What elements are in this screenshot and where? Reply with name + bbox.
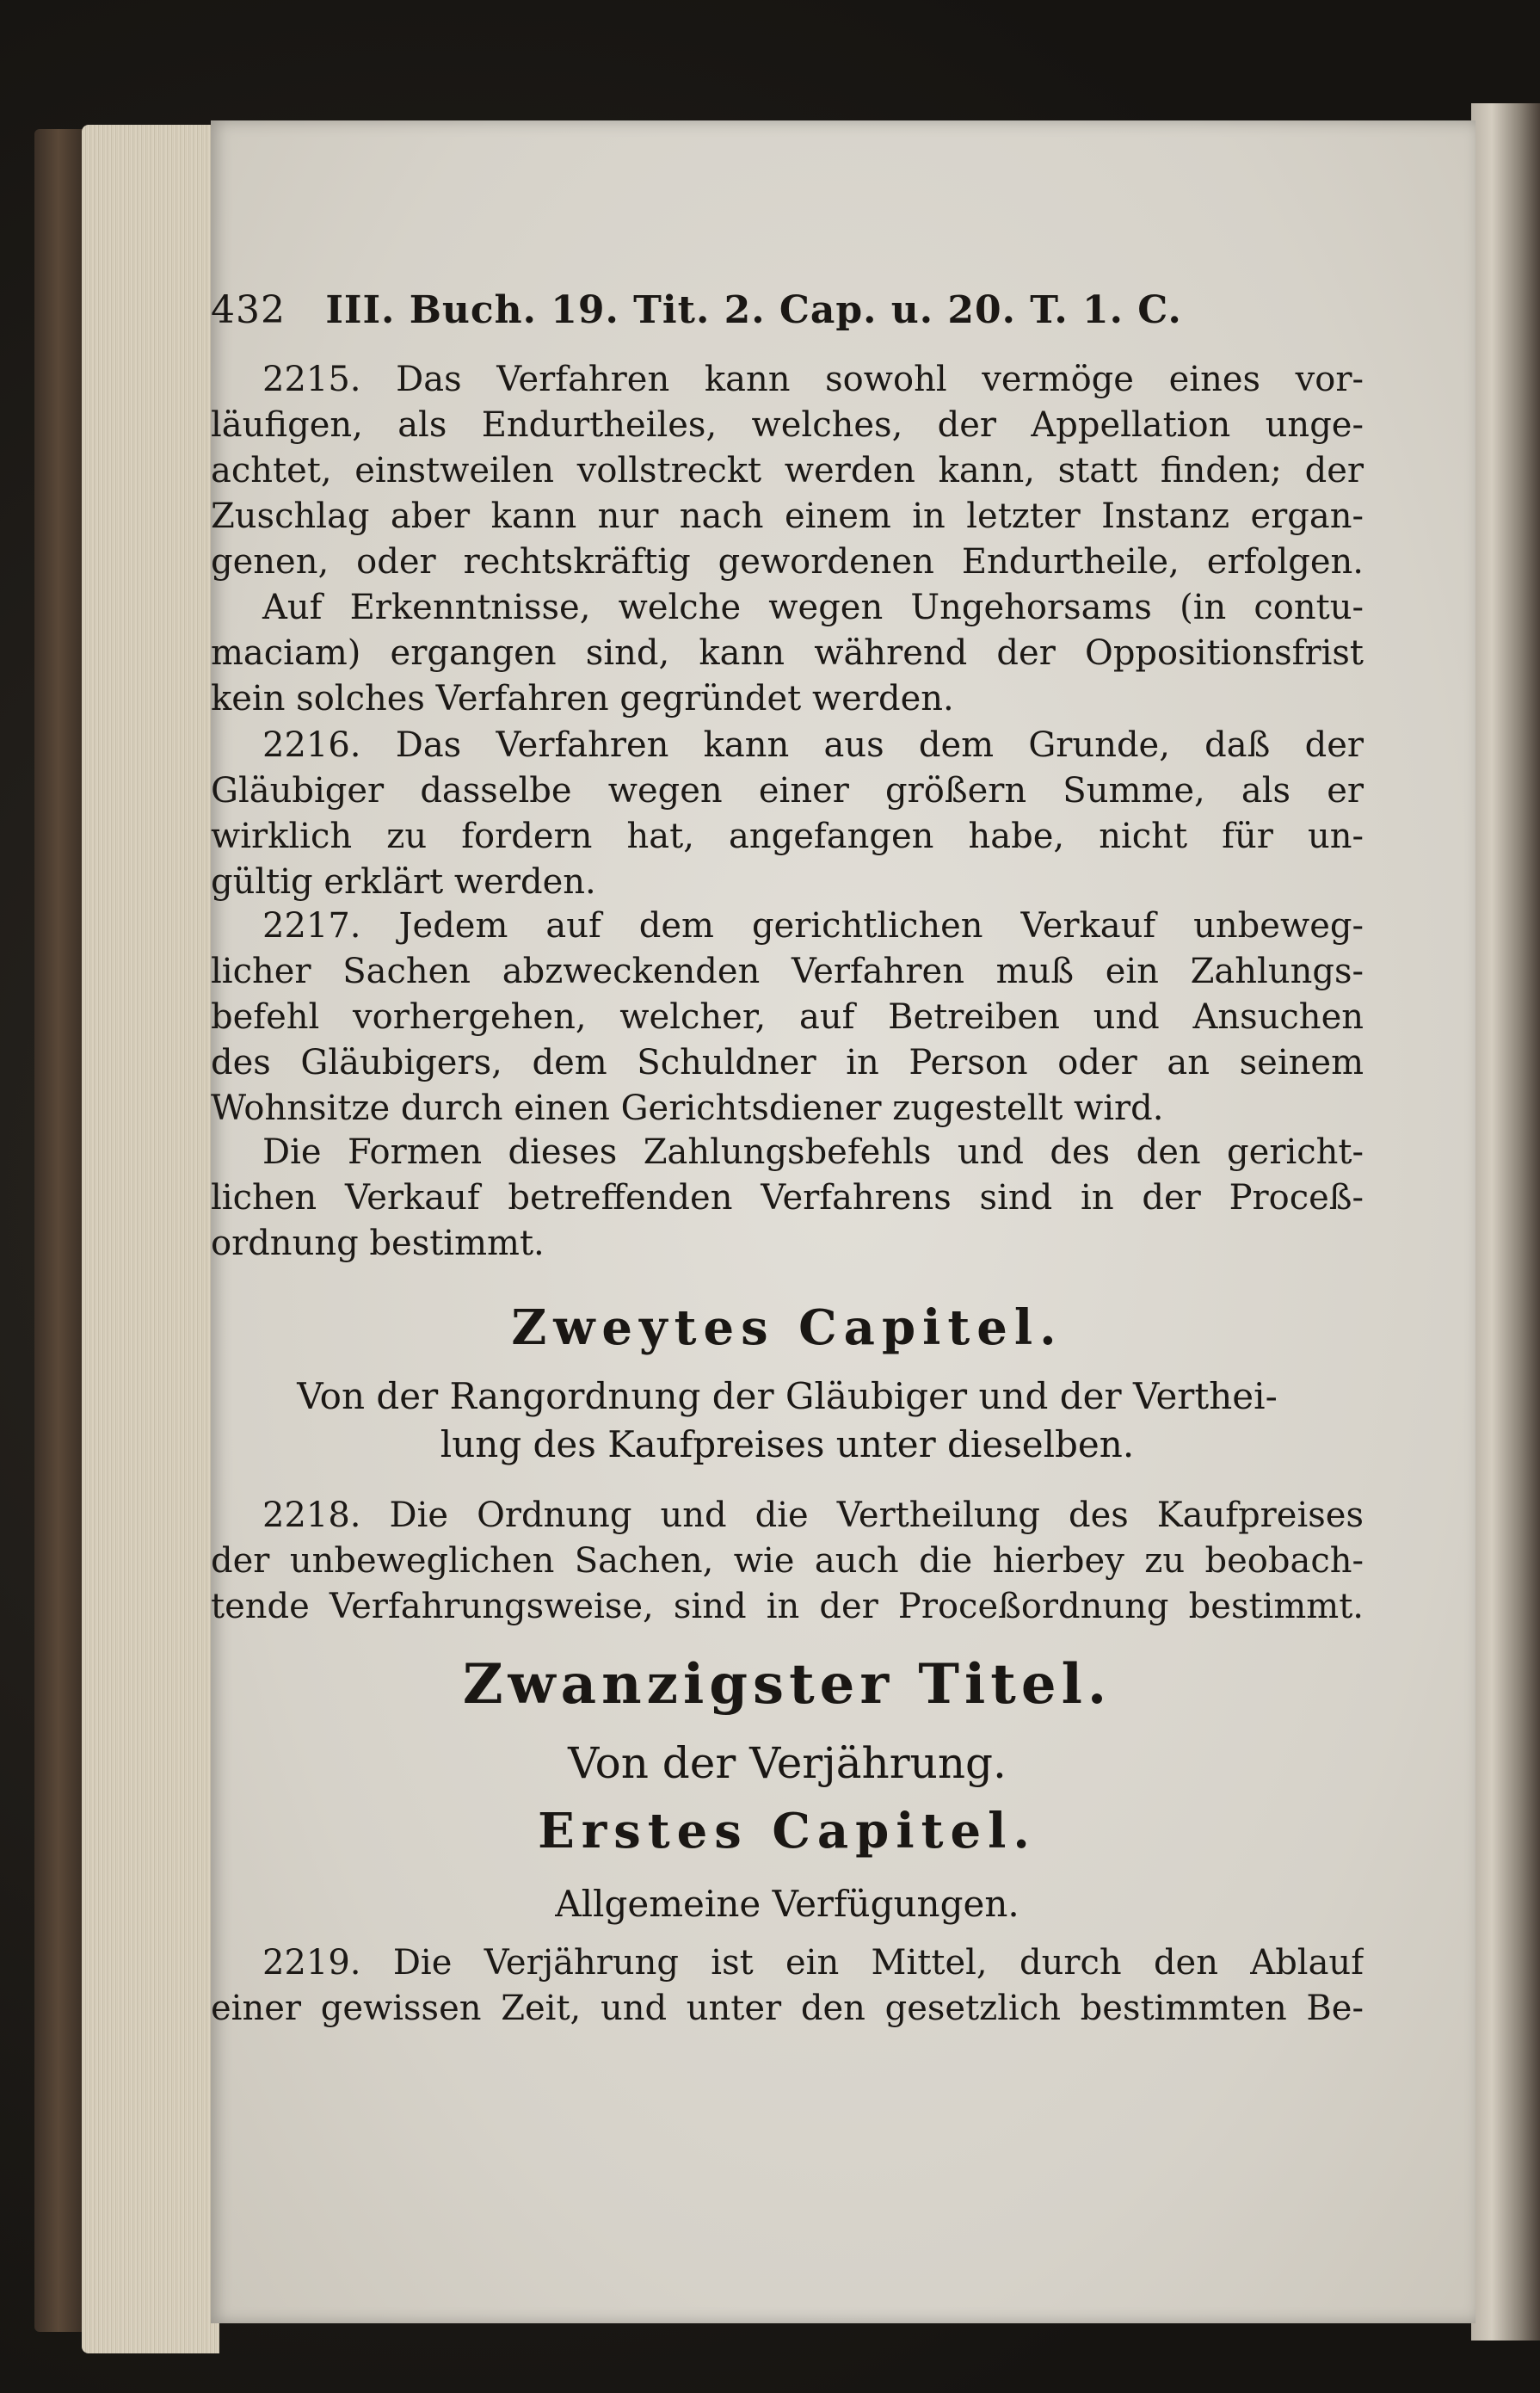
text-line: 2216. Das Verfahren kann aus dem Grunde, daß der	[262, 725, 1364, 765]
text-line: wirklich zu fordern hat, angefangen habe, nicht für un-	[211, 817, 1364, 856]
text-line: Gläubiger dasselbe wegen einer größern Summe, als er	[211, 771, 1364, 811]
paragraph-2215	[211, 357, 1364, 585]
text-line: lichen Verkauf betreffenden Verfahrens sind in der Proceß-	[211, 1178, 1364, 1218]
facing-page-edge	[1471, 103, 1540, 2341]
page-edges	[82, 125, 219, 2353]
text-line: läufigen, als Endurtheiles, welches, der Appellation unge-	[211, 405, 1364, 445]
text-line: einer gewissen Zeit, und unter den gesetzlich bestimmten Be-	[211, 1989, 1364, 2028]
subheading-line: Von der Rangordnung der Gläubiger und der Verthei-	[297, 1375, 1278, 1417]
text-line: Zuschlag aber kann nur nach einem in letzter Instanz ergan-	[211, 496, 1364, 536]
text-line: kein solches Verfahren gegründet werden.	[211, 679, 954, 719]
paragraph-2219	[211, 1940, 1364, 2032]
text-line: ordnung bestimmt.	[211, 1224, 545, 1263]
text-line: 2215. Das Verfahren kann sowohl vermöge eines vor-	[262, 360, 1364, 399]
text-line: Wohnsitze durch einen Gerichtsdiener zugestellt wird.	[211, 1089, 1164, 1128]
text-line: des Gläubigers, dem Schuldner in Person oder an seinem	[211, 1043, 1364, 1082]
paragraph-2216	[211, 723, 1364, 905]
text-line: tende Verfahrungsweise, sind in der Proceßordnung bestimmt.	[211, 1587, 1364, 1626]
text-line: Die Formen dieses Zahlungsbefehls und des den gericht-	[262, 1132, 1364, 1172]
text-line: 2217. Jedem auf dem gerichtlichen Verkauf unbeweg-	[262, 906, 1364, 946]
text-line: Auf Erkenntnisse, welche wegen Ungehorsams (in contu-	[262, 588, 1364, 627]
text-line: befehl vorhergehen, welcher, auf Betreiben und Ansuchen	[211, 997, 1364, 1037]
paragraph-2217	[211, 904, 1364, 1132]
text-line: gültig erklärt werden.	[211, 862, 596, 902]
text-line: licher Sachen abzweckenden Verfahren muß ein Zahlungs-	[211, 952, 1364, 991]
title-heading: Zwanzigster Titel.	[462, 1652, 1112, 1717]
chapter-heading: Erstes Capitel.	[538, 1803, 1037, 1860]
text-line: 2219. Die Verjährung ist ein Mittel, durch den Ablauf	[262, 1943, 1364, 1983]
paragraph-2217-b	[211, 1130, 1364, 1267]
paragraph-2215-b	[211, 585, 1364, 722]
chapter-subheading: Allgemeine Verfügungen.	[555, 1883, 1019, 1925]
text-line: 2218. Die Ordnung und die Vertheilung des Kaufpreises	[262, 1496, 1364, 1535]
chapter-subheading	[211, 1372, 1364, 1469]
chapter-heading: Zweytes Capitel.	[511, 1299, 1063, 1356]
text-line: maciam) ergangen sind, kann während der Oppositionsfrist	[211, 633, 1364, 673]
text-line: genen, oder rechtskräftig gewordenen Endurtheile, erfolgen.	[211, 542, 1364, 582]
running-header	[211, 288, 1295, 340]
text-line: achtet, einstweilen vollstreckt werden kann, statt finden; der	[211, 451, 1364, 490]
text-line: der unbeweglichen Sachen, wie auch die hierbey zu beobach-	[211, 1541, 1364, 1581]
page-number: 432	[211, 288, 286, 332]
title-subheading: Von der Verjährung.	[568, 1738, 1007, 1788]
subheading-line: lung des Kaufpreises unter dieselben.	[440, 1423, 1135, 1465]
paragraph-2218	[211, 1493, 1364, 1630]
running-title: III. Buch. 19. Tit. 2. Cap. u. 20. T. 1. C.	[325, 288, 1182, 332]
